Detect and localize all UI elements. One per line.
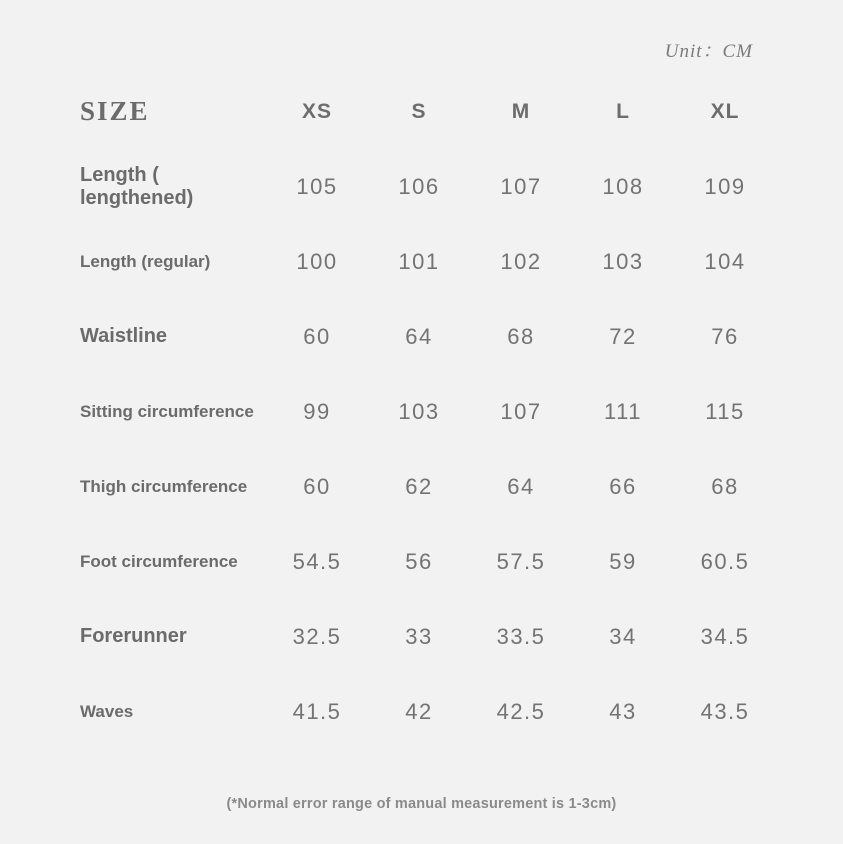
cell-value: 108: [602, 173, 644, 199]
column-header-m: M: [511, 99, 531, 123]
cell-value: 60: [303, 323, 331, 349]
cell-value: 106: [398, 173, 440, 199]
cell-value: 34: [609, 623, 637, 649]
row-label: Length ( lengthened): [80, 163, 194, 209]
cell-value: 62: [405, 473, 433, 499]
table-header: [70, 96, 776, 149]
cell-value: 57.5: [496, 548, 546, 574]
header-row: [70, 96, 776, 149]
cell-value: 64: [507, 473, 535, 499]
table-row: [70, 224, 776, 299]
size-chart-table: [70, 96, 776, 749]
cell-value: 105: [296, 173, 338, 199]
cell-value: 41.5: [292, 698, 342, 724]
table-row: [70, 299, 776, 374]
cell-value: 109: [704, 173, 746, 199]
cell-value: 72: [609, 323, 637, 349]
column-header-s: S: [411, 99, 427, 123]
cell-value: 59: [609, 548, 637, 574]
cell-value: 33.5: [496, 623, 546, 649]
cell-value: 33: [405, 623, 433, 649]
column-header-l: L: [616, 99, 630, 123]
measurement-note: (*Normal error range of manual measurement is 1-3cm): [226, 796, 617, 812]
cell-value: 64: [405, 323, 433, 349]
cell-value: 34.5: [700, 623, 750, 649]
unit-label: Unit：CM: [664, 41, 753, 62]
cell-value: 111: [604, 398, 642, 424]
cell-value: 103: [602, 248, 644, 274]
cell-value: 66: [609, 473, 637, 499]
column-header-xs: XS: [301, 99, 332, 123]
cell-value: 102: [500, 248, 542, 274]
row-label: Length (regular): [80, 251, 211, 271]
cell-value: 43.5: [700, 698, 750, 724]
cell-value: 99: [303, 398, 331, 424]
cell-value: 60.5: [700, 548, 750, 574]
cell-value: 115: [705, 398, 745, 424]
row-label: Forerunner: [80, 625, 187, 647]
cell-value: 42.5: [496, 698, 546, 724]
row-label: Thigh circumference: [80, 476, 248, 496]
cell-value: 42: [405, 698, 433, 724]
cell-value: 68: [507, 323, 535, 349]
table-row: [70, 449, 776, 524]
table-row: [70, 674, 776, 749]
cell-value: 68: [711, 473, 739, 499]
column-header-xl: XL: [710, 99, 740, 123]
column-header-size: SIZE: [80, 96, 150, 126]
table-row: [70, 149, 776, 224]
cell-value: 104: [704, 248, 746, 274]
cell-value: 43: [609, 698, 637, 724]
row-label: Sitting circumference: [80, 401, 254, 421]
table-body: [70, 149, 776, 749]
table-row: [70, 374, 776, 449]
table-row: [70, 599, 776, 674]
cell-value: 32.5: [292, 623, 342, 649]
cell-value: 107: [500, 173, 542, 199]
cell-value: 76: [711, 323, 739, 349]
cell-value: 60: [303, 473, 331, 499]
cell-value: 107: [500, 398, 542, 424]
row-label: Waves: [80, 701, 134, 721]
row-label: Foot circumference: [80, 551, 238, 571]
table-row: [70, 524, 776, 599]
cell-value: 101: [398, 248, 440, 274]
row-label: Waistline: [80, 325, 168, 347]
cell-value: 100: [296, 248, 338, 274]
cell-value: 103: [398, 398, 440, 424]
cell-value: 54.5: [292, 548, 342, 574]
cell-value: 56: [405, 548, 433, 574]
